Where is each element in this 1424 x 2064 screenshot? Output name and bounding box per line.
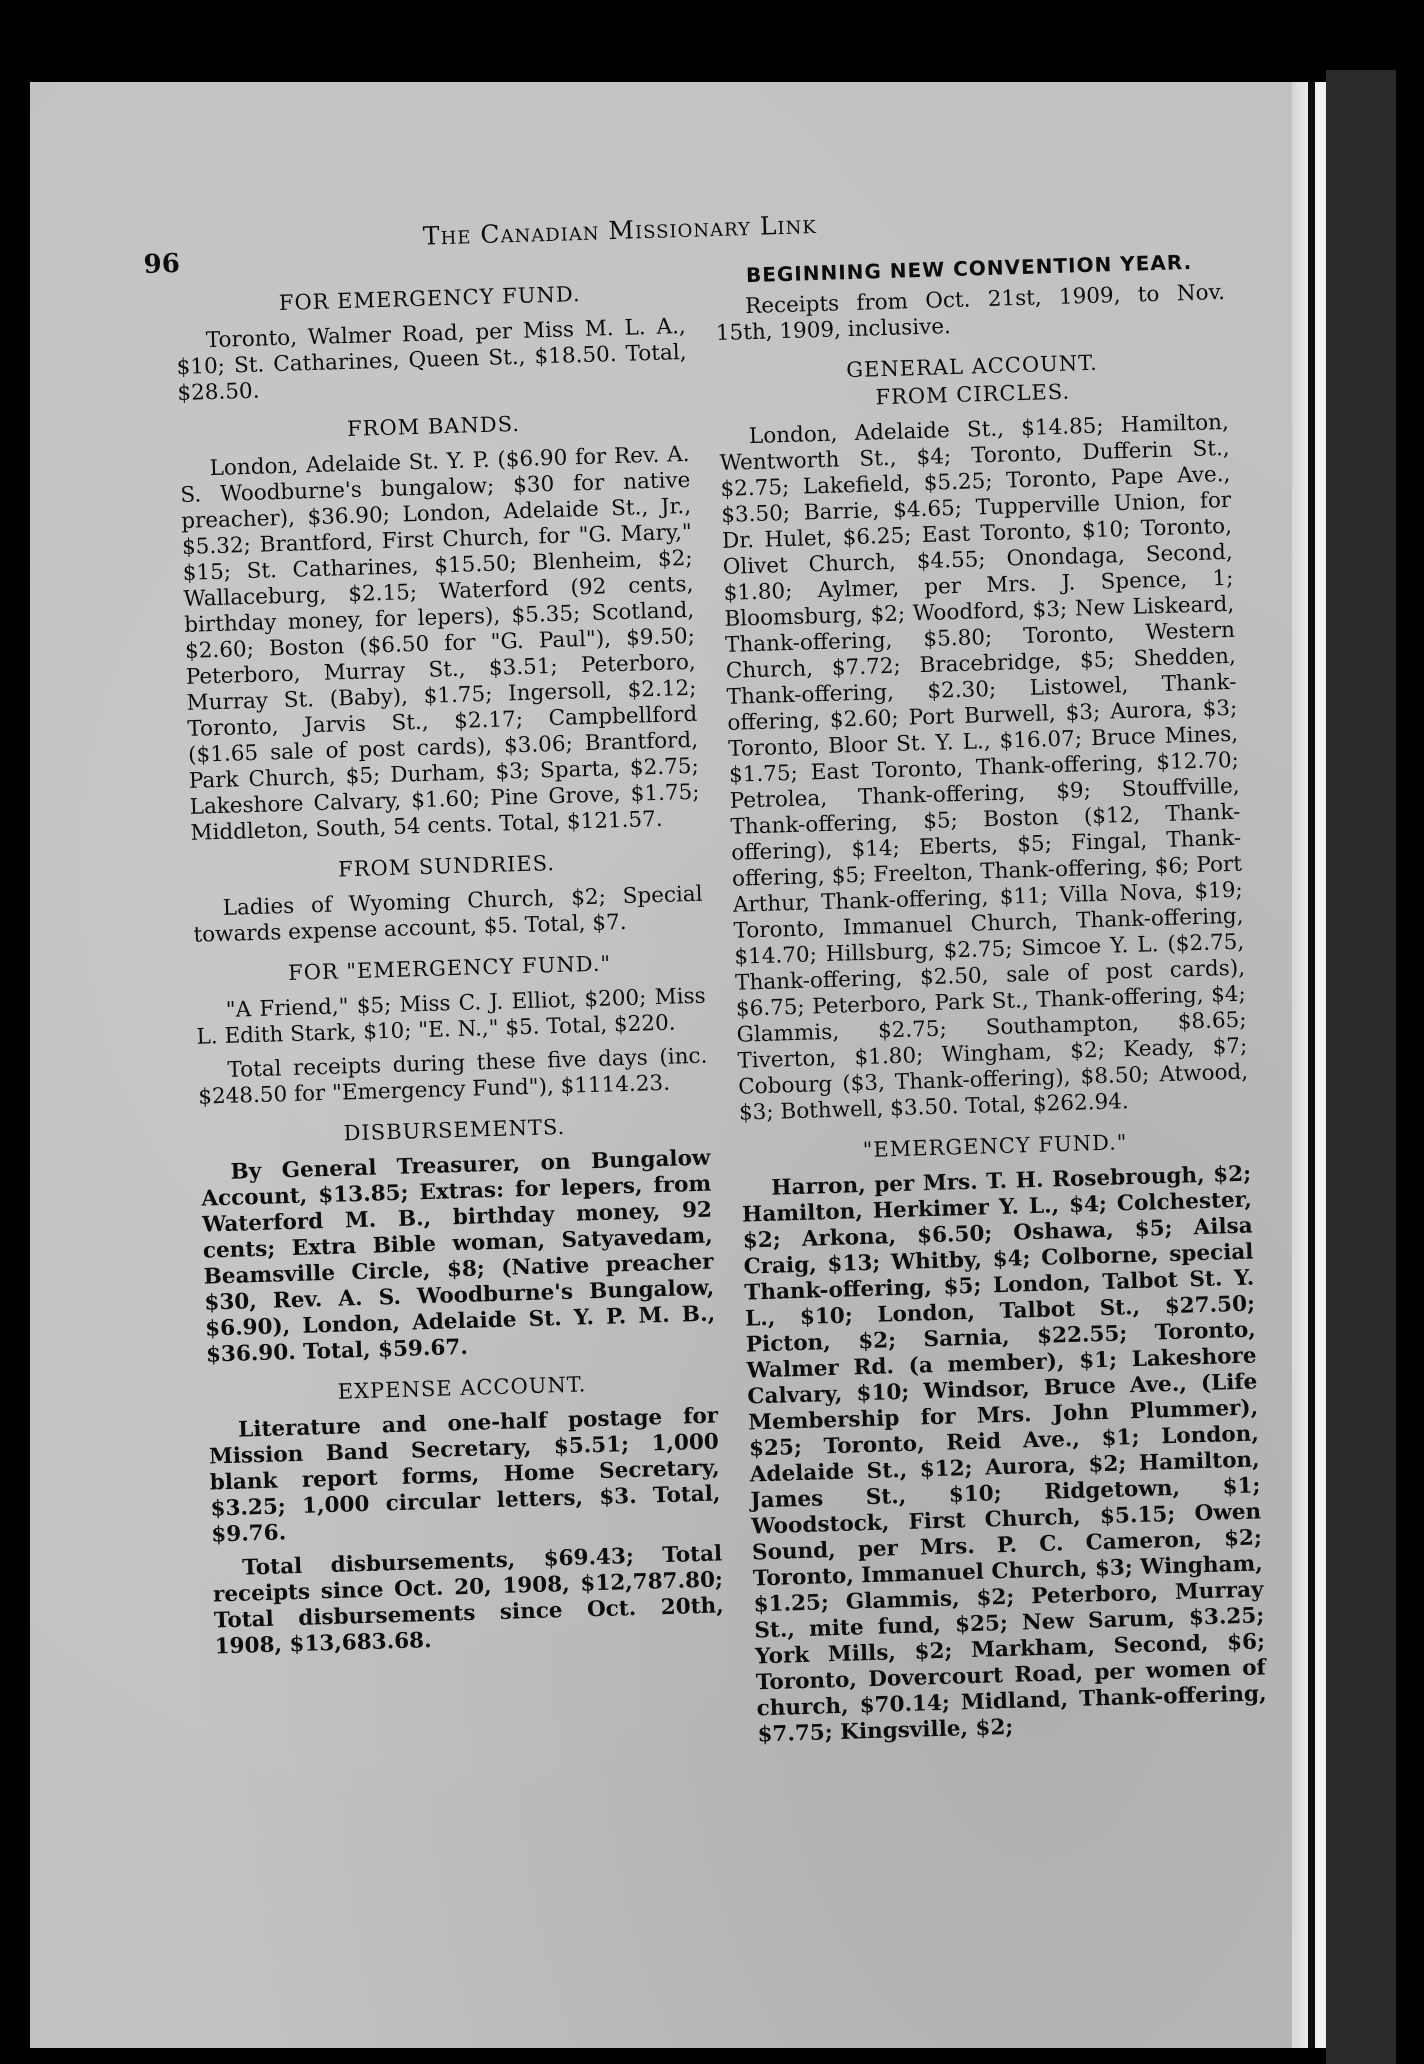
facing-page-edge: [1326, 70, 1396, 2064]
section-heading: FOR EMERGENCY FUND.: [278, 282, 581, 315]
page-number: 96: [143, 248, 181, 280]
section-general-account: [717, 346, 1249, 1127]
section-disbursements: [199, 1110, 716, 1369]
section-from-sundries: [191, 846, 703, 949]
right-column: [714, 248, 1268, 1756]
receipts-intro: Receipts from Oct. 21st, 1909, to Nov. 15th, 1909, inclusive.: [715, 279, 1226, 347]
section-subheading: FROM CIRCLES.: [875, 379, 1071, 410]
section-from-bands: [178, 406, 700, 847]
gutter-shadow-line: [1308, 82, 1315, 2048]
left-column: [174, 264, 725, 1669]
section-heading: DISBURSEMENTS.: [343, 1114, 566, 1146]
section-text: Literature and one-half postage for Mission Band Secretary, $5.51; 1,000 blank report forms, Home Secretary, $3.25; 1,000 circular letters, $3. Total, $9.76.: [208, 1403, 721, 1548]
section-text: Toronto, Walmer Road, per Miss M. L. A., $10; St. Catharines, Queen St., $18.50. Total, $28.50.: [176, 313, 687, 407]
section-heading: GENERAL ACCOUNT.: [845, 350, 1099, 383]
section-heading: FROM BANDS.: [346, 411, 521, 442]
total-receipts-paragraph: [197, 1044, 708, 1111]
section-text: London, Adelaide St. Y. P. ($6.90 for Rev. A. S. Woodburne's bungalow; $30 for native preacher), $36.90; London, Adelaide St., Jr., $5.32; Brantford, First Church, for "G. Mary," $15; St. Catharines, $15.50; Blenheim, $2; Wallaceburg, $2.15; Waterford (92 cents, birthday money, for lepers), $5.35; Scotland, $2.60; Boston ($6.50 for "G. Paul"), $9.50; Peterboro, Murray St., $3.51; Peterboro, Murray St. (Baby), $1.75; Ingersoll, $2.12; Toronto, Jarvis St., $2.17; Campbellford ($1.65 sale of post cards), $3.06; Brantford, Park Church, $5; Durham, $3; Sparta, $2.75; Lakeshore Calvary, $1.60; Pine Grove, $1.75; Middleton, South, 54 cents. Total, $121.57.: [180, 441, 700, 846]
page-text-block: [142, 178, 1273, 1929]
running-head: The Canadian Missionary Link: [422, 209, 818, 251]
total-disbursements-paragraph: [212, 1541, 725, 1660]
section-text: Total disbursements, $69.43; Total receipts since Oct. 20, 1908, $12,787.80; Total disbursements since Oct. 20th, 1908, $13,683.68.: [212, 1541, 725, 1660]
convention-year-title: BEGINNING NEW CONVENTION YEAR.: [745, 249, 1193, 288]
section-text: By General Treasurer, on Bungalow Account, $13.85; Extras: for lepers, from Waterford M. B., birthday money, 92 cents; Extra Bible woman, Satyavedam, Beamsville Circle, $8; (Native preacher $30, Rev. A. S. Woodburne's Bungalow, $6.90), London, Adelaide St. Y. P. M. B., $36.90. Total, $59.67.: [201, 1145, 716, 1368]
section-heading: "EMERGENCY FUND.": [862, 1130, 1128, 1163]
section-emergency-fund-right: [740, 1126, 1268, 1749]
section-text: Ladies of Wyoming Church, $2; Special towards expense account, $5. Total, $7.: [193, 881, 703, 948]
section-emergency-fund: [174, 278, 687, 407]
section-heading: FOR "EMERGENCY FUND.": [287, 951, 612, 985]
section-text: "A Friend," $5; Miss C. J. Elliot, $200; Miss L. Edith Stark, $10; "E. N.," $5. Total, $220.: [196, 983, 706, 1050]
section-heading: EXPENSE ACCOUNT.: [337, 1372, 587, 1404]
section-text: Harron, per Mrs. T. H. Rosebrough, $2; Hamilton, Herkimer Y. L., $4; Colchester, $2; Arkona, $6.50; Oshawa, $5; Ailsa Craig, $13; Whitby, $4; Colborne, special Thank-offering, $5; London, Talbot St. Y. L., $10; London, Talbot St., $27.50; Picton, $2; Sarnia, $22.55; Toronto, Walmer Rd. (a member), $1; Lakeshore Calvary, $10; Windsor, Bruce Ave., (Life Membership for Mrs. John Plummer), $25; Toronto, Reid Ave., $1; London, Adelaide St., $12; Aurora, $2; Hamilton, James St., $10; Ridgetown, $1; Woodstock, First Church, $5.15; Owen Sound, per Mrs. P. C. Cameron, $2; Toronto, Immanuel Church, $3; Wingham, $1.25; Glammis, $2; Peterboro, Murray St., mite fund, $25; New Sarum, $3.25; York Mills, $2; Markham, Second, $6; Toronto, Dovercourt Road, per women of church, $70.14; Midland, Thank-offering, $7.75; Kingsville, $2;: [741, 1161, 1267, 1748]
section-heading: FROM SUNDRIES.: [337, 851, 556, 882]
section-expense-account: [207, 1367, 722, 1548]
section-text: London, Adelaide St., $14.85; Hamilton, Wentworth St., $4; Toronto, Dufferin St., $2.75; Lakefield, $5.25; Toronto, Pape Ave., $3.50; Barrie, $4.65; Tupperville Union, for Dr. Hulet, $6.25; East Toronto, $10; Toronto, Olivet Church, $4.55; Onondaga, Second, $1.80; Aylmer, per Mrs. J. Spence, 1; Bloomsburg, $2; Woodford, $3; New Liskeard, Thank-offering, $5.80; Toronto, Western Church, $7.72; Bracebridge, $5; Shedden, Thank-offering, $2.30; Listowel, Thank-offering, $2.60; Port Burwell, $3; Aurora, $3; Toronto, Bloor St. Y. L., $16.07; Bruce Mines, $1.75; East Toronto, Thank-offering, $12.70; Petrolea, Thank-offering, $9; Stouffville, Thank-offering, $5; Boston ($12, Thank-offering), $14; Eberts, $5; Fingal, Thank-offering, $5; Freelton, Thank-offering, $6; Port Arthur, Thank-offering, $11; Villa Nova, $19; Toronto, Immanuel Church, Thank-offering, $14.70; Hillsburg, $2.75; Simcoe Y. L. ($2.75, Thank-offering, $2.50, sale of post cards), $6.75; Peterboro, Park St., Thank-offering, $4; Glammis, $2.75; Southampton, $8.65; Tiverton, $1.80; Wingham, $2; Keady, $7; Cobourg ($3, Thank-offering), $8.50; Atwood, $3; Bothwell, $3.50. Total, $262.94.: [719, 409, 1249, 1126]
section-emergency-fund-quoted: [194, 948, 706, 1051]
section-text: Total receipts during these five days (inc. $248.50 for "Emergency Fund"), $1114.23.: [197, 1043, 708, 1110]
